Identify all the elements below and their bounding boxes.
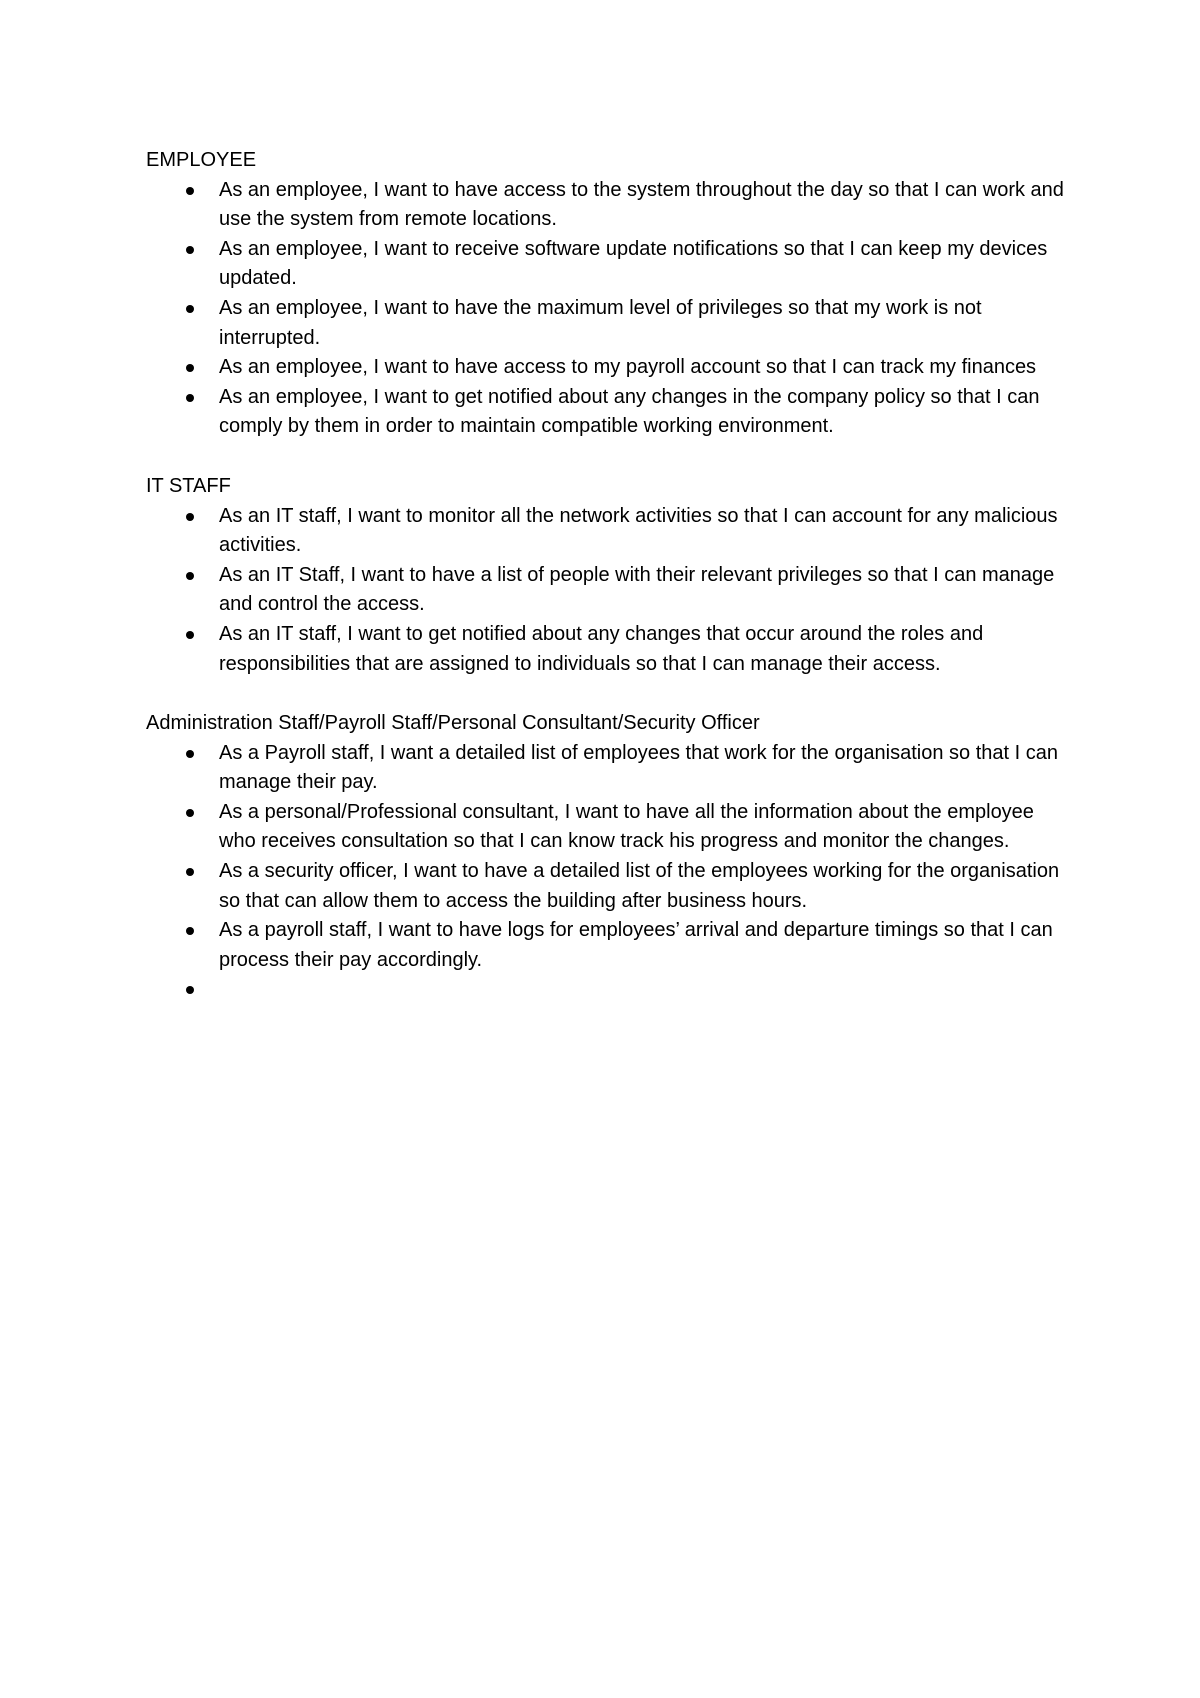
story-text: As an employee, I want to have access to my payroll account so that I can track my finances — [219, 356, 1037, 379]
story-text: As an employee, I want to have access to the system throughout the day so that I can work and use the system from remote locations. — [219, 178, 1064, 231]
story-text: As an IT staff, I want to get notified about any changes that occur around the roles and responsibilities that are assigned to individuals so that I can manage their access. — [219, 622, 984, 675]
bullet-icon — [186, 364, 194, 372]
bullet-icon — [186, 868, 194, 876]
it-staff-story-list — [146, 502, 1066, 680]
story-text: As an IT staff, I want to monitor all the network activities so that I can account for any malicious activities. — [219, 504, 1058, 557]
section-heading-it-staff: IT STAFF — [146, 474, 231, 497]
bullet-icon — [186, 750, 194, 758]
bullet-icon — [186, 927, 194, 935]
list-item — [146, 916, 1066, 975]
administration-story-list — [146, 739, 1066, 1005]
list-item — [146, 620, 1066, 679]
story-text: As an IT Staff, I want to have a list of people with their relevant privileges so that I can manage and control the access. — [219, 563, 1055, 616]
bullet-icon — [186, 631, 194, 639]
employee-story-list — [146, 176, 1066, 442]
story-text: As a security officer, I want to have a detailed list of the employees working for the organisation so that can allow them to access the building after business hours. — [219, 860, 1060, 912]
bullet-icon — [186, 187, 194, 195]
bullet-icon — [186, 246, 194, 254]
story-text: As a Payroll staff, I want a detailed list of employees that work for the organisation so that I can manage their pay. — [219, 741, 1058, 794]
list-item — [146, 383, 1066, 442]
list-item — [146, 798, 1066, 857]
bullet-icon — [186, 986, 194, 994]
section-heading-administration-staff: Administration Staff/Payroll Staff/Personal Consultant/Security Officer — [146, 712, 760, 735]
bullet-icon — [186, 572, 194, 580]
section-administration-staff — [146, 709, 1066, 1005]
story-text: As a personal/Professional consultant, I want to have all the information about the employee who receives consultation so that I can know track his progress and monitor the changes. — [219, 800, 1034, 853]
list-item — [146, 235, 1066, 294]
bullet-icon — [186, 809, 194, 817]
list-item — [146, 561, 1066, 620]
document-body — [146, 146, 1066, 1035]
list-item — [146, 502, 1066, 561]
list-item — [146, 975, 1066, 1005]
story-text: As an employee, I want to receive software update notifications so that I can keep my devices updated. — [219, 237, 1048, 290]
list-item — [146, 353, 1066, 383]
list-item — [146, 857, 1066, 916]
list-item — [146, 294, 1066, 353]
story-text: As a payroll staff, I want to have logs for employees’ arrival and departure timings so that I can process their pay accordingly. — [219, 919, 1053, 971]
section-employee — [146, 146, 1066, 442]
bullet-icon — [186, 513, 194, 521]
bullet-icon — [186, 394, 194, 402]
story-text: As an employee, I want to get notified about any changes in the company policy so that I can comply by them in order to maintain compatible working environment. — [219, 385, 1040, 438]
bullet-icon — [186, 305, 194, 313]
section-it-staff — [146, 472, 1066, 679]
list-item — [146, 176, 1066, 235]
list-item — [146, 739, 1066, 798]
section-heading-employee: EMPLOYEE — [146, 149, 257, 171]
story-text: As an employee, I want to have the maximum level of privileges so that my work is not interrupted. — [219, 296, 982, 349]
